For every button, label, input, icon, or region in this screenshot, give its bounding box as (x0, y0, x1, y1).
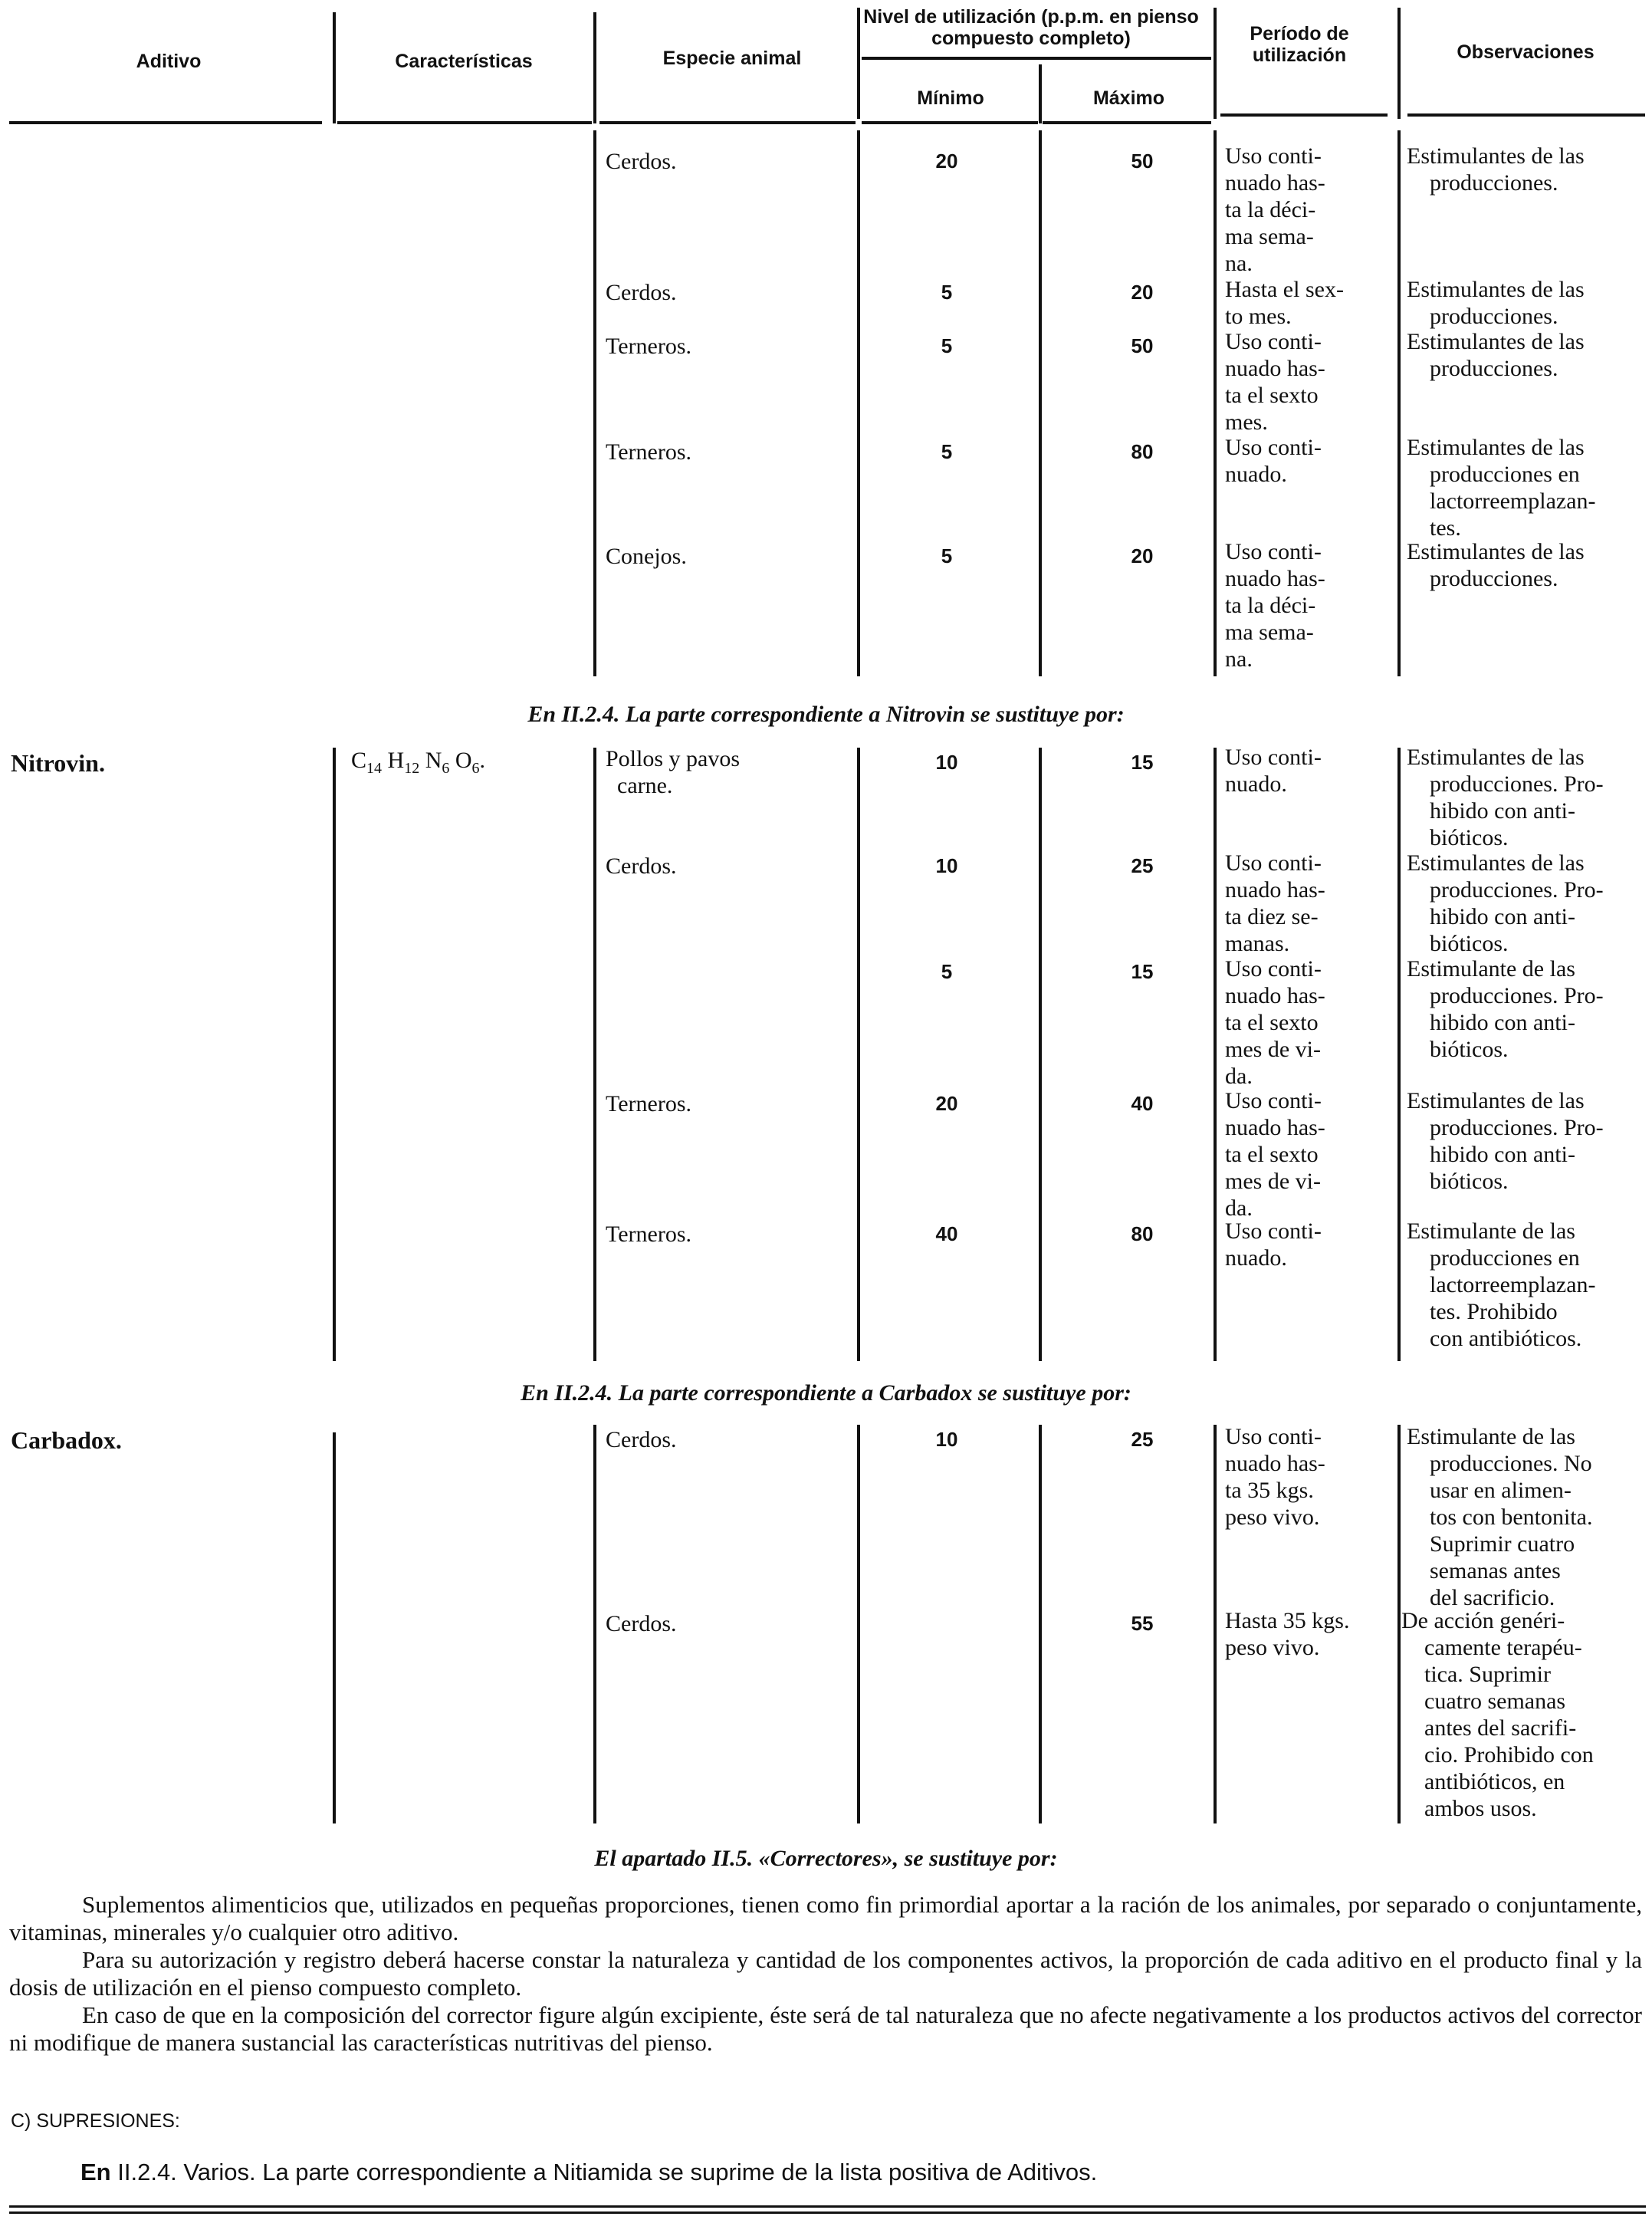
species-cell: Cerdos. (606, 1427, 677, 1452)
period-cell: Uso conti- nuado has- ta el sexto mes de vi- da. (1225, 1088, 1325, 1221)
period-cell: Uso conti- nuado has- ta diez se- manas. (1225, 850, 1325, 956)
observation-cell: Estimulante de las producciones en lactorreemplazan- tes. Prohibido con antibióticos. (1407, 1218, 1596, 1351)
max-value: 20 (1131, 544, 1154, 567)
species-cell: Terneros. (606, 334, 692, 359)
observation-cell: Estimulante de las producciones. Pro- hibido con anti- bióticos. (1407, 956, 1604, 1062)
period-cell: Uso conti- nuado has- ta el sexto mes. (1225, 329, 1325, 435)
header-minimo: Mínimo (917, 87, 984, 109)
header-maximo: Máximo (1092, 87, 1165, 109)
observation-cell: Estimulantes de las producciones. Pro- hibido con anti- bióticos. (1407, 745, 1604, 850)
max-value: 50 (1131, 150, 1154, 173)
species-cell: Cerdos. (606, 1611, 677, 1636)
final-lead: En (80, 2159, 111, 2185)
max-value: 25 (1131, 854, 1154, 877)
footer-rule (9, 2211, 1646, 2214)
max-value: 40 (1131, 1092, 1154, 1115)
max-value: 25 (1131, 1428, 1154, 1451)
final-text: II.2.4. Varios. La parte correspondiente a Nitiamida se suprime de la lista positiva de Aditivos. (117, 2159, 1098, 2185)
max-value: 20 (1131, 281, 1154, 304)
body-text (9, 1891, 1642, 2057)
period-cell: Uso conti- nuado has- ta el sexto mes de vi- da. (1225, 956, 1325, 1089)
observation-cell: Estimulantes de las producciones en lactorreemplazan- tes. (1407, 435, 1596, 541)
footer-rule (9, 2205, 1646, 2208)
species-cell: Pollos y pavos carne. (606, 746, 741, 798)
observation-cell: De acción genéri- camente terapéu- tica. Suprimir cuatro semanas antes del sacrifi- cio. Prohibido con antibióticos, en ambos usos. (1401, 1608, 1594, 1821)
observation-cell: Estimulantes de las producciones. Pro- hibido con anti- bióticos. (1407, 1088, 1604, 1194)
species-cell: Cerdos. (606, 853, 677, 879)
max-value: 80 (1131, 1222, 1154, 1245)
period-cell: Uso conti- nuado. (1225, 745, 1322, 797)
min-value: 5 (941, 281, 953, 304)
min-value: 10 (935, 1428, 958, 1451)
caption-carbadox: En II.2.4. La parte correspondiente a Carbadox se sustituye por: (521, 1380, 1131, 1406)
header-nivel: Nivel de utilización (p.p.m. en pienso compuesto completo) (863, 6, 1199, 49)
observation-cell: Estimulantes de las producciones. (1407, 143, 1585, 196)
period-cell: Uso conti- nuado has- ta la déci- ma sema- na. (1225, 539, 1325, 672)
header-observaciones: Observaciones (1457, 41, 1595, 63)
min-value: 5 (941, 544, 953, 567)
period-cell: Hasta 35 kgs. peso vivo. (1225, 1608, 1350, 1660)
additive-name: Carbadox. (11, 1426, 122, 1454)
additive-name: Nitrovin. (11, 749, 105, 777)
header-especie: Especie animal (662, 48, 802, 69)
paragraph: En caso de que en la composición del corrector figure algún excipiente, éste será de tal naturaleza que no afecte negativamente a los productos activos del corrector ni modifique de manera sustancial las características nutritivas del pienso. (9, 2001, 1642, 2056)
header-periodo: Período de utilización (1250, 23, 1349, 66)
caption-nitrovin: En II.2.4. La parte correspondiente a Nitrovin se sustituye por: (527, 702, 1125, 727)
period-cell: Uso conti- nuado. (1225, 435, 1322, 487)
max-value: 15 (1131, 751, 1154, 774)
min-value: 5 (941, 960, 953, 983)
max-value: 55 (1131, 1612, 1154, 1635)
min-value: 40 (935, 1222, 958, 1245)
paragraph: Suplementos alimenticios que, utilizados en pequeñas proporciones, tienen como fin primordial aportar a la ración de los animales, por separado o conjuntamente, vitaminas, minerales y/o cualquier otro aditivo. (9, 1891, 1642, 1945)
min-value: 10 (935, 751, 958, 774)
observation-cell: Estimulantes de las producciones. (1407, 539, 1585, 591)
header-aditivo: Aditivo (136, 51, 202, 72)
header-caracteristicas: Características (395, 51, 533, 72)
species-cell: Cerdos. (606, 149, 677, 174)
observation-cell: Estimulantes de las producciones. (1407, 277, 1585, 329)
period-cell: Uso conti- nuado. (1225, 1218, 1322, 1271)
period-cell: Uso conti- nuado has- ta la déci- ma sema- na. (1225, 143, 1325, 276)
observation-cell: Estimulantes de las producciones. (1407, 329, 1585, 381)
min-value: 5 (941, 334, 953, 357)
species-cell: Cerdos. (606, 280, 677, 305)
species-cell: Terneros. (606, 1222, 692, 1247)
paragraph: Para su autorización y registro deberá hacerse constar la naturaleza y cantidad de los componentes activos, la proporción de cada aditivo en el producto final y la dosis de utilización en el pienso compuesto completo. (9, 1946, 1642, 2001)
min-value: 5 (941, 440, 953, 463)
species-cell: Conejos. (606, 544, 687, 569)
observation-cell: Estimulante de las producciones. No usar en alimen- tos con bentonita. Suprimir cuatro semanas antes del sacrificio. (1407, 1424, 1593, 1610)
species-cell: Terneros. (606, 1091, 692, 1116)
caption-correctores: El apartado II.5. «Correctores», se sustituye por: (594, 1846, 1058, 1871)
period-cell: Hasta el sex- to mes. (1225, 277, 1344, 329)
species-cell: Terneros. (606, 439, 692, 465)
max-value: 15 (1131, 960, 1154, 983)
min-value: 20 (935, 1092, 958, 1115)
final-line (80, 2159, 1097, 2186)
max-value: 50 (1131, 334, 1154, 357)
min-value: 10 (935, 854, 958, 877)
observation-cell: Estimulantes de las producciones. Pro- hibido con anti- bióticos. (1407, 850, 1604, 956)
period-cell: Uso conti- nuado has- ta 35 kgs. peso vivo. (1225, 1424, 1325, 1530)
min-value: 20 (935, 150, 958, 173)
max-value: 80 (1131, 440, 1154, 463)
section-heading: C) SUPRESIONES: (11, 2110, 180, 2132)
chemical-formula: $C_{14}$ $H_{12}$ $N_6$ $O_6$. (351, 748, 486, 777)
